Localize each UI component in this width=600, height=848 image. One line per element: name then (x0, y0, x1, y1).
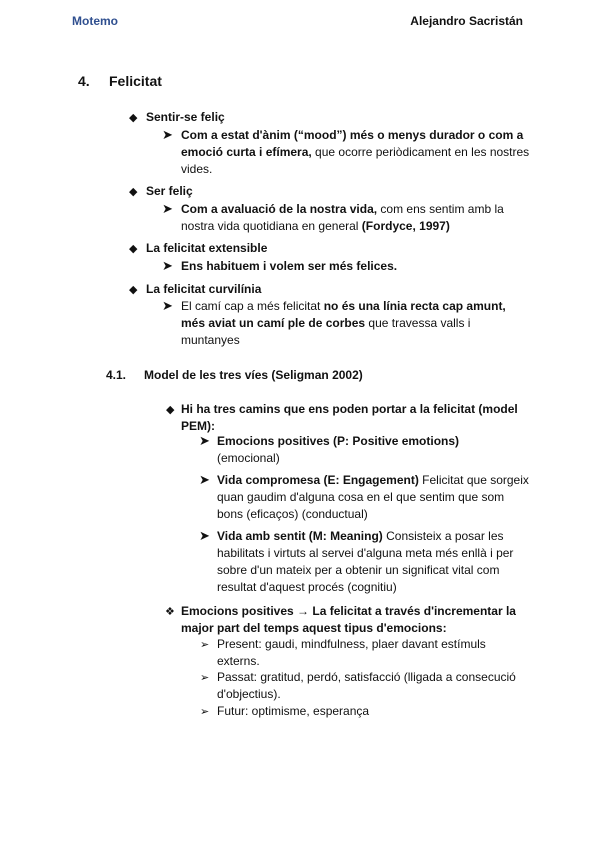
arrowhead-icon: ➤ (162, 201, 173, 216)
bullet-3-sub: Ens habituem i volem ser més felices. (181, 259, 398, 273)
four-diamond-icon: ❖ (165, 606, 175, 618)
arrowhead-icon: ➤ (199, 528, 210, 543)
bullet-4-title: La felicitat curvilínia (146, 282, 262, 296)
bullet-4-sub: El camí cap a més felicitat no és una línia recta cap amunt, més aviat un camí ple de corbes que travessa valls i muntanyes (181, 299, 506, 347)
emocions-item-futur: Futur: optimisme, esperança (217, 704, 370, 718)
emocions-item-passat: Passat: gratitud, perdó, satisfacció (lligada a consecució d'objectius). (217, 670, 516, 701)
black-diamond-icon: ◆ (129, 112, 138, 124)
small-arrow-icon: ➢ (200, 672, 210, 684)
arrowhead-icon: ➤ (162, 298, 173, 313)
black-diamond-icon: ◆ (129, 284, 138, 296)
black-diamond-icon: ◆ (129, 186, 138, 198)
black-diamond-icon: ◆ (166, 404, 175, 416)
header-left: Motemo (72, 14, 118, 28)
pem-item-engagement: Vida compromesa (E: Engagement) Felicitat que sorgeix quan gaudim d'alguna cosa en el que sentim que som bons (eficaços) (conductual) (217, 473, 529, 521)
bullet-1-sub: Com a estat d'ànim (“mood”) més o menys durador o com a emoció curta i efímera, que ocorre periòdicament en les nostres vides. (181, 128, 530, 176)
bullet-1-title: Sentir-se feliç (146, 110, 225, 124)
arrowhead-icon: ➤ (199, 433, 210, 448)
pem-item-meaning: Vida amb sentit (M: Meaning) Consisteix a posar les habilitats i virtuts al servei d'alguna meta més enllà i per sobre d'un mateix per a obtenir un significat vital com resultat d'aquest procés (cognitiu) (217, 529, 514, 594)
black-diamond-icon: ◆ (129, 243, 138, 255)
emocions-item-present: Present: gaudi, mindfulness, plaer davant estímuls externs. (217, 637, 486, 668)
emocions-title: Emocions positives → La felicitat a través d'incrementar la major part del temps aquest tipus d'emocions: (181, 604, 516, 635)
bullet-2-sub: Com a avaluació de la nostra vida, com ens sentim amb la nostra vida quotidiana en general (Fordyce, 1997) (181, 202, 504, 233)
subsection-title: Model de les tres víes (Seligman 2002) (144, 368, 363, 382)
small-arrow-icon: ➢ (200, 706, 210, 718)
arrowhead-icon: ➤ (199, 472, 210, 487)
subsection-heading (106, 368, 363, 382)
arrowhead-icon: ➤ (162, 127, 173, 142)
subsection-number: 4.1. (106, 368, 127, 382)
header-right: Alejandro Sacristán (410, 14, 523, 28)
bullet-3-title: La felicitat extensible (146, 241, 268, 255)
arrowhead-icon: ➤ (162, 258, 173, 273)
bullet-2-title: Ser feliç (146, 184, 193, 198)
pem-intro: Hi ha tres camins que ens poden portar a la felicitat (model PEM): (181, 402, 518, 433)
section-title: Felicitat (109, 73, 162, 89)
small-arrow-icon: ➢ (200, 639, 210, 651)
section-number: 4. (78, 73, 90, 89)
pem-item-positive: Emocions positives (P: Positive emotions) (emocional) (217, 434, 460, 465)
section-heading (78, 73, 162, 89)
